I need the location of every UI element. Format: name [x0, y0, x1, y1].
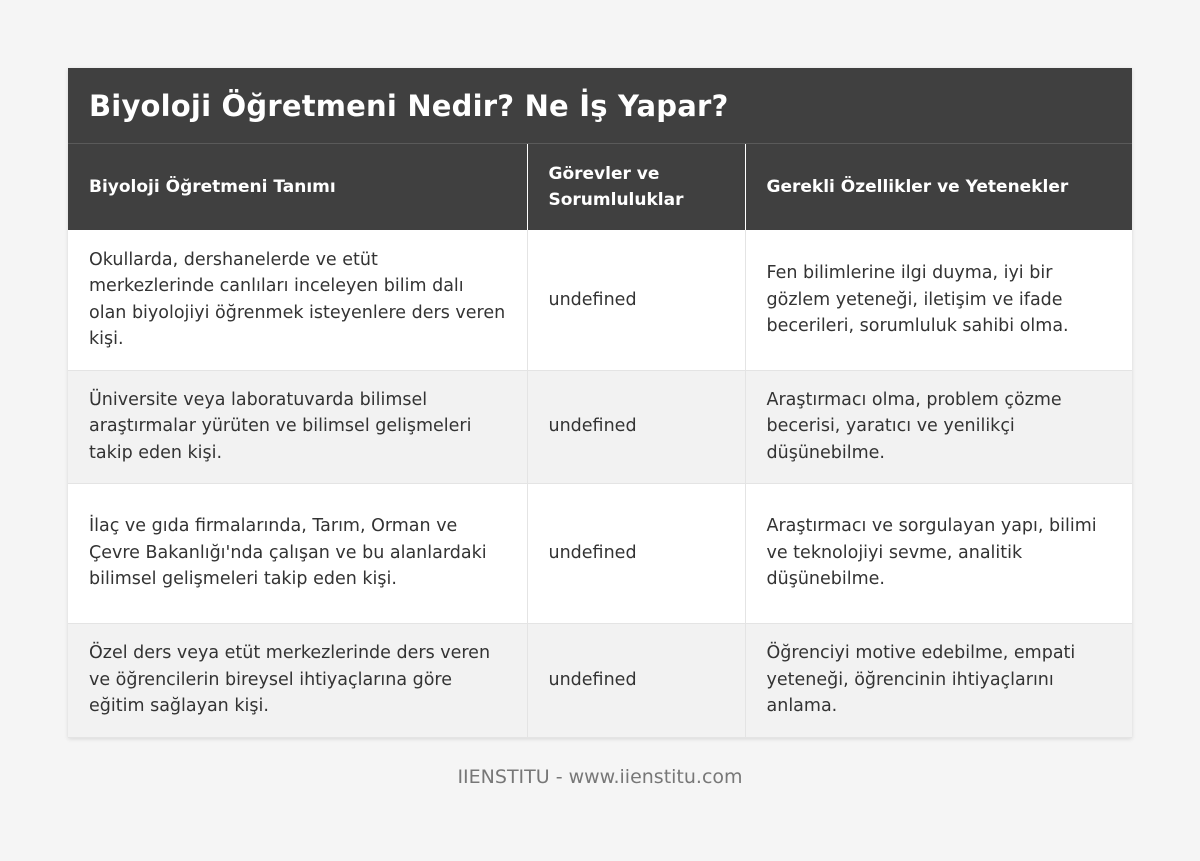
- cell-skills: Fen bilimlerine ilgi duyma, iyi bir gözlem yeteneği, iletişim ve ifade becerileri, sorumluluk sahibi olma.: [745, 230, 1132, 370]
- cell-definition: Okullarda, dershanelerde ve etüt merkezlerinde canlıları inceleyen bilim dalı olan biyolojiyi öğrenmek isteyenlere ders veren kişi.: [68, 230, 527, 370]
- table-row: [68, 230, 1132, 370]
- info-table-card: [68, 68, 1132, 738]
- cell-duties: undefined: [527, 483, 745, 623]
- title-bar: [68, 68, 1132, 144]
- table-header: [68, 144, 1132, 230]
- cell-skills: Araştırmacı ve sorgulayan yapı, bilimi ve teknolojiyi sevme, analitik düşünebilme.: [745, 483, 1132, 623]
- header-row: [68, 144, 1132, 230]
- cell-duties: undefined: [527, 370, 745, 483]
- footer-credit: IIENSTITU - www.iienstitu.com: [457, 766, 743, 788]
- column-header-definition: Biyoloji Öğretmeni Tanımı: [68, 144, 527, 230]
- data-table: [68, 144, 1132, 738]
- table-body: [68, 230, 1132, 737]
- cell-definition: Özel ders veya etüt merkezlerinde ders veren ve öğrencilerin bireysel ihtiyaçlarına göre eğitim sağlayan kişi.: [68, 623, 527, 737]
- table-row: [68, 623, 1132, 737]
- cell-definition: Üniversite veya laboratuvarda bilimsel araştırmalar yürüten ve bilimsel gelişmeleri takip eden kişi.: [68, 370, 527, 483]
- column-header-duties: Görevler ve Sorumluluklar: [527, 144, 745, 230]
- column-header-skills: Gerekli Özellikler ve Yetenekler: [745, 144, 1132, 230]
- cell-definition: İlaç ve gıda firmalarında, Tarım, Orman ve Çevre Bakanlığı'nda çalışan ve bu alanlardaki bilimsel gelişmeleri takip eden kişi.: [68, 483, 527, 623]
- table-row: [68, 370, 1132, 483]
- table-row: [68, 483, 1132, 623]
- page-title: Biyoloji Öğretmeni Nedir? Ne İş Yapar?: [89, 88, 729, 123]
- cell-skills: Araştırmacı olma, problem çözme becerisi, yaratıcı ve yenilikçi düşünebilme.: [745, 370, 1132, 483]
- cell-duties: undefined: [527, 623, 745, 737]
- cell-skills: Öğrenciyi motive edebilme, empati yeteneği, öğrencinin ihtiyaçlarını anlama.: [745, 623, 1132, 737]
- cell-duties: undefined: [527, 230, 745, 370]
